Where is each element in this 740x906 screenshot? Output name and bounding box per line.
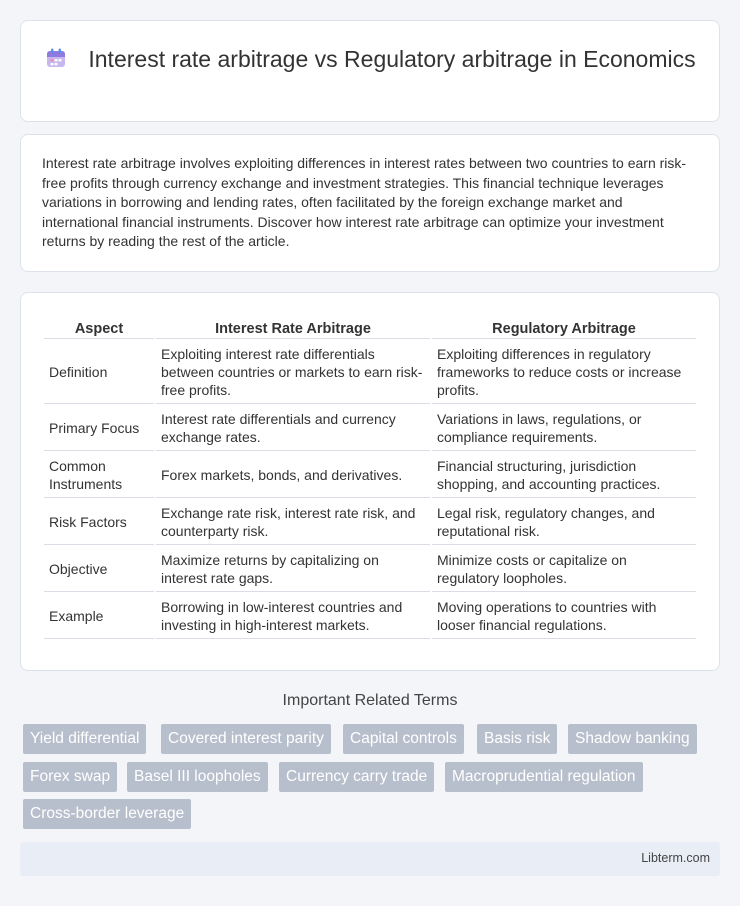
comparison-table — [42, 315, 698, 641]
tag-currency-carry-trade[interactable]: Currency carry trade — [279, 762, 434, 792]
tag-forex-swap[interactable]: Forex swap — [23, 762, 117, 792]
cell-regulatory: Variations in laws, regulations, or compliance requirements. — [432, 406, 696, 451]
cell-aspect: Risk Factors — [44, 500, 154, 545]
table-row — [44, 547, 696, 592]
tag-yield-differential[interactable]: Yield differential — [23, 724, 146, 754]
tag-capital-controls[interactable]: Capital controls — [343, 724, 464, 754]
header-interest-rate-arbitrage: Interest Rate Arbitrage — [156, 317, 430, 339]
cell-interest-rate: Maximize returns by capitalizing on interest rate gaps. — [156, 547, 430, 592]
tag-basis-risk[interactable]: Basis risk — [477, 724, 557, 754]
header-aspect: Aspect — [44, 317, 154, 339]
tag-covered-interest-parity[interactable]: Covered interest parity — [161, 724, 331, 754]
related-terms-title: Important Related Terms — [282, 692, 458, 709]
footer-site-name[interactable]: Libterm.com — [641, 851, 710, 865]
comparison-card — [20, 292, 720, 671]
tag-macroprudential-regulation[interactable]: Macroprudential regulation — [445, 762, 643, 792]
table-row — [44, 594, 696, 639]
page-title: Interest rate arbitrage vs Regulatory arbitrage in Economics — [88, 46, 696, 72]
intro-card — [20, 134, 720, 272]
tag-basel-iii-loopholes[interactable]: Basel III loopholes — [127, 762, 268, 792]
cell-regulatory: Moving operations to countries with looser financial regulations. — [432, 594, 696, 639]
cell-aspect: Example — [44, 594, 154, 639]
table-header-row — [44, 317, 696, 339]
cell-aspect: Definition — [44, 341, 154, 404]
cell-interest-rate: Exchange rate risk, interest rate risk, and counterparty risk. — [156, 500, 430, 545]
cell-interest-rate: Borrowing in low-interest countries and investing in high-interest markets. — [156, 594, 430, 639]
cell-aspect: Common Instruments — [44, 453, 154, 498]
table-row — [44, 406, 696, 451]
table-row — [44, 453, 696, 498]
cell-interest-rate: Forex markets, bonds, and derivatives. — [156, 453, 430, 498]
table-row — [44, 500, 696, 545]
cell-regulatory: Legal risk, regulatory changes, and reputational risk. — [432, 500, 696, 545]
footer — [20, 842, 720, 876]
cell-regulatory: Financial structuring, jurisdiction shopping, and accounting practices. — [432, 453, 696, 498]
table-row — [44, 341, 696, 404]
cell-regulatory: Minimize costs or capitalize on regulatory loopholes. — [432, 547, 696, 592]
tag-cross-border-leverage[interactable]: Cross-border leverage — [23, 799, 191, 829]
cell-interest-rate: Exploiting interest rate differentials between countries or markets to earn risk-free profits. — [156, 341, 430, 404]
tag-shadow-banking[interactable]: Shadow banking — [568, 724, 697, 754]
intro-paragraph: Interest rate arbitrage involves exploiting differences in interest rates between two countries to earn risk-free profits through currency exchange and investment strategies. This financial technique leverages variations in borrowing and lending rates, often facilitated by the foreign exchange market and international financial instruments. Discover how interest rate arbitrage can optimize your investment returns by reading the rest of the article. — [42, 155, 687, 250]
cell-interest-rate: Interest rate differentials and currency exchange rates. — [156, 406, 430, 451]
cell-regulatory: Exploiting differences in regulatory frameworks to reduce costs or increase profits. — [432, 341, 696, 404]
page-title-wrap — [21, 45, 719, 74]
cell-aspect: Objective — [44, 547, 154, 592]
title-card — [20, 20, 720, 122]
cell-aspect: Primary Focus — [44, 406, 154, 451]
calendar-icon — [44, 46, 68, 70]
header-regulatory-arbitrage: Regulatory Arbitrage — [432, 317, 696, 339]
